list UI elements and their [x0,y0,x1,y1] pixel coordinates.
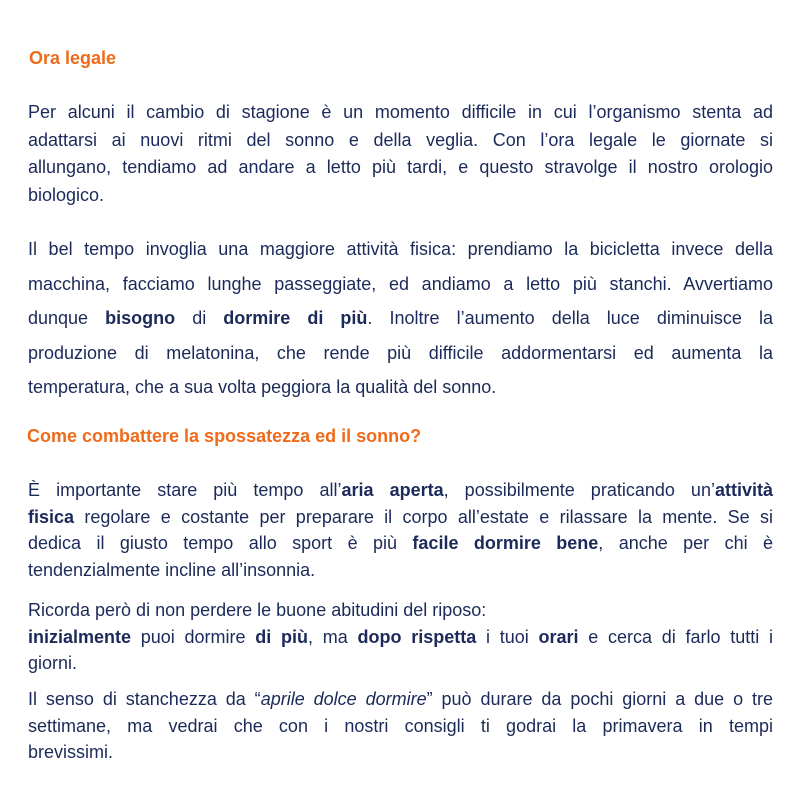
bold-bisogno: bisogno [105,308,176,328]
paragraph-stanchezza [28,686,773,766]
text-run: puoi dormire [131,626,256,647]
text-line [28,301,773,336]
text-line: adattarsi ai nuovi ritmi del sonno e della veglia. Con l’ora legale le giornate si [28,129,773,150]
text-run: , ma [308,626,358,647]
text-run: regolare e costante per preparare il corpo all’estate e rilassare la mente. Se si [74,506,773,527]
text-line [28,477,773,504]
text-run: di [175,308,224,328]
text-line: allungano, tendiamo ad andare a letto più tardi, e questo stravolge il nostro orologio [28,157,773,177]
paragraph-cambio-stagione [28,99,773,209]
text-line [28,504,773,531]
bold-aria-aperta: aria aperta [341,480,444,500]
italic-aprile-dolce-dormire: aprile dolce dormire [260,689,427,709]
text-line: produzione di melatonina, che rende più difficile addormentarsi ed aumenta la [28,342,773,363]
bold-di-piu: di più [255,626,309,647]
text-line: Il bel tempo invoglia una maggiore attività fisica: prendiamo la bicicletta invece della [28,239,773,259]
text-run: Il senso di stanchezza da “ [28,689,261,709]
bold-dormire-di-piu: dormire di più [223,308,368,328]
text-run: i tuoi [476,626,539,647]
text-line: macchina, facciamo lunghe passeggiate, ed andiamo a letto più stanchi. Avvertiamo [28,273,773,294]
text-line: Ricorda però di non perdere le buone abitudini del riposo: [28,600,487,620]
text-run: È importante stare più tempo all’ [28,480,342,500]
bold-dopo-rispetta: dopo rispetta [357,626,477,647]
text-run: dunque [28,308,106,328]
bold-inizialmente: inizialmente [28,626,132,647]
text-line: Per alcuni il cambio di stagione è un momento difficile in cui l’organismo stenta ad [28,102,773,122]
text-run: , possibilmente praticando un’ [443,480,715,500]
paragraph-aria-aperta [28,477,773,583]
text-run: ” può durare da pochi giorni a due o tre [426,689,774,709]
text-line [28,686,773,713]
text-line [28,530,773,557]
text-line: biologico. [28,184,105,205]
text-line: tendenzialmente incline all’insonnia. [28,559,316,580]
text-run: e cerca di farlo tutti i [578,626,773,647]
bold-orari: orari [538,626,579,647]
text-line: temperatura, che a sua volta peggiora la qualità del sonno. [28,377,497,397]
bold-facile-dormire-bene: facile dormire bene [412,533,599,553]
text-line: settimane, ma vedrai che con i nostri consigli ti godrai la primavera in tempi [28,715,773,736]
bold-fisica: fisica [28,506,75,527]
bold-attivita: attività [714,480,773,500]
heading-ora-legale: Ora legale [29,48,117,68]
text-run: , anche per chi è [598,533,773,553]
text-line: giorni. [28,653,78,673]
paragraph-abitudini-riposo [28,597,773,677]
text-run: . Inoltre l’aumento della luce diminuisce la [367,308,773,328]
heading-come-combattere: Come combattere la spossatezza ed il sonno? [27,426,422,446]
text-line: brevissimi. [28,742,114,762]
text-line [28,624,773,651]
text-run: dedica il giusto tempo allo sport è più [28,533,413,553]
paragraph-bel-tempo [28,232,773,405]
